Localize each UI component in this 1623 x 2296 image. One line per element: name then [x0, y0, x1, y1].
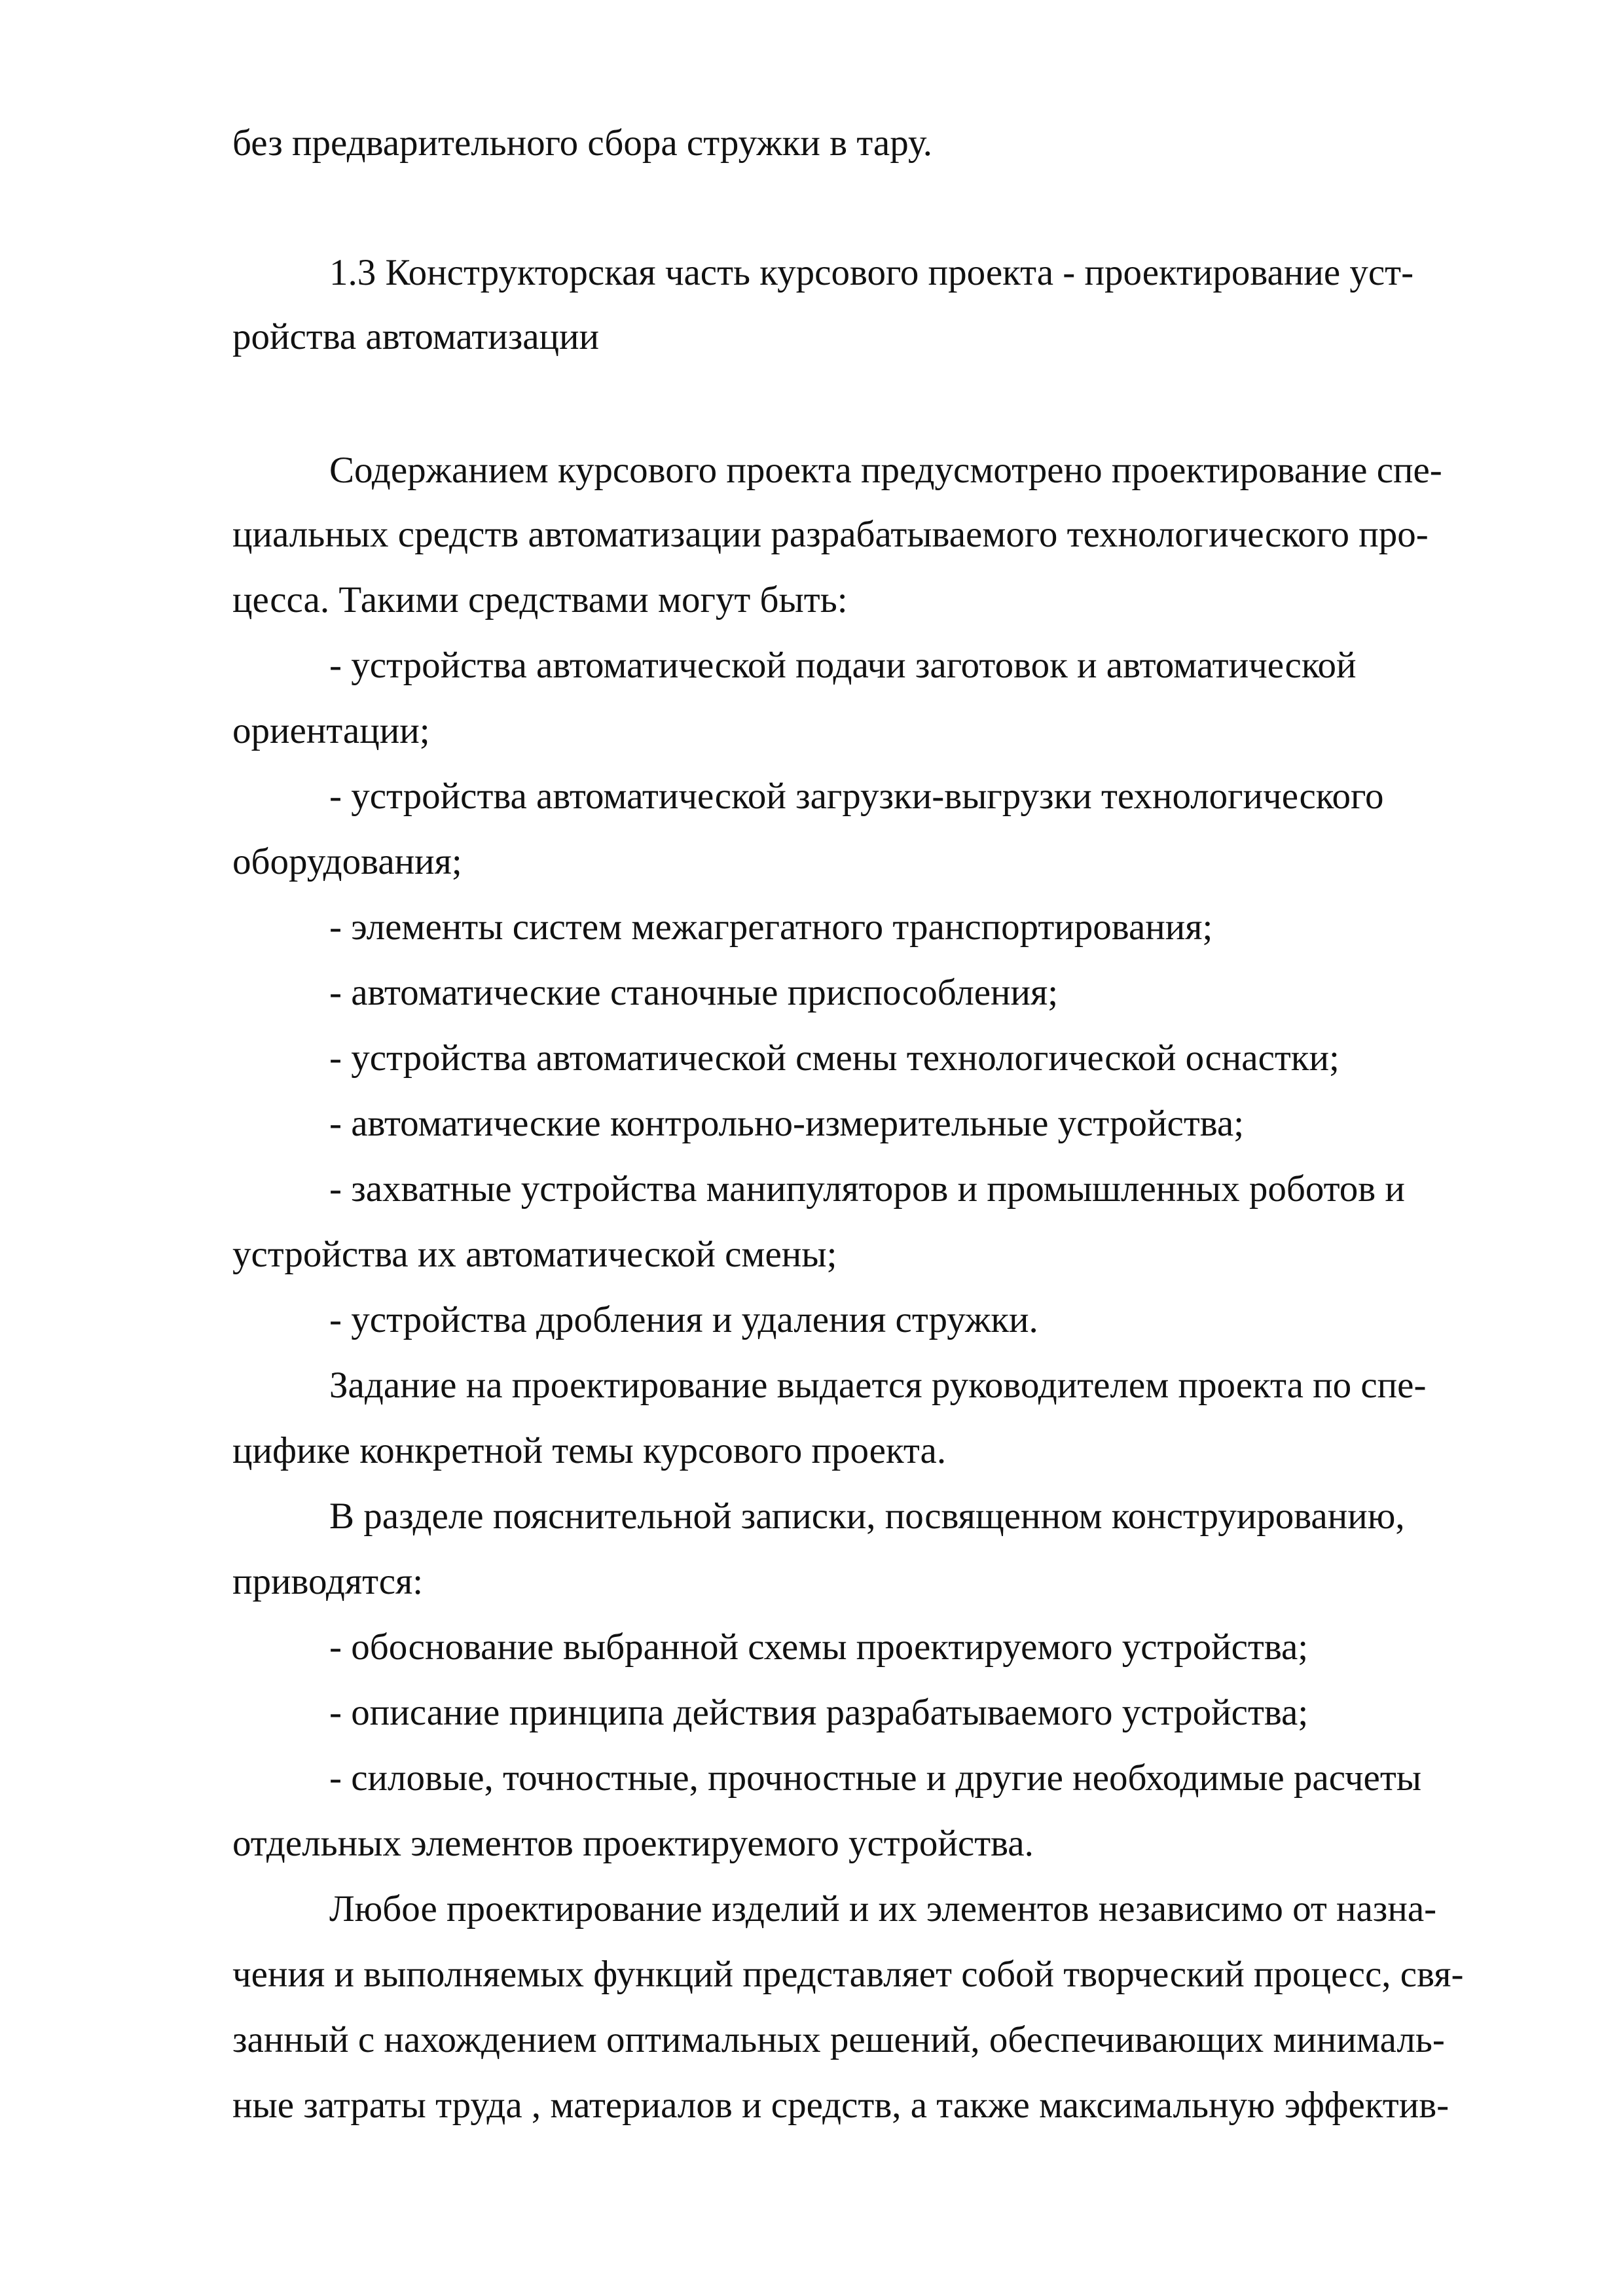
list-item-line: - обоснование выбранной схемы проектируемого устройства; [329, 1626, 1309, 1668]
list-item-line: ориентации; [232, 710, 430, 751]
list-item-line: отдельных элементов проектируемого устройства. [232, 1823, 1034, 1864]
section-heading-line: 1.3 Конструкторская часть курсового проекта - проектирование уст- [329, 252, 1414, 293]
text-line: чения и выполняемых функций представляет собой творческий процесс, свя- [232, 1954, 1464, 1995]
list-item-line: - устройства автоматической подачи заготовок и автоматической [329, 645, 1357, 686]
text-line: цифике конкретной темы курсового проекта. [232, 1430, 947, 1471]
text-line: Любое проектирование изделий и их элементов независимо от назна- [329, 1888, 1437, 1929]
list-item-line: устройства их автоматической смены; [232, 1234, 837, 1275]
list-item-line: - устройства автоматической смены технологической оснастки; [329, 1037, 1340, 1079]
list-item-line: - силовые, точностные, прочностные и другие необходимые расчеты [329, 1757, 1422, 1799]
list-item-line: - автоматические станочные приспособления; [329, 972, 1059, 1013]
text-line: приводятся: [232, 1561, 424, 1602]
text-line: ные затраты труда , материалов и средств, а также максимальную эффектив- [232, 2085, 1450, 2126]
section-heading-line: ройства автоматизации [232, 316, 600, 357]
list-item-line: - устройства автоматической загрузки-выгрузки технологического [329, 776, 1384, 817]
list-item-line: - устройства дробления и удаления стружки. [329, 1299, 1038, 1340]
text-line: цесса. Такими средствами могут быть: [232, 579, 848, 620]
text-line: без предварительного сбора стружки в тару. [232, 122, 933, 164]
text-line: циальных средств автоматизации разрабатываемого технологического про- [232, 514, 1429, 555]
text-line: Задание на проектирование выдается руководителем проекта по спе- [329, 1365, 1427, 1406]
list-item-line: - элементы систем межагрегатного транспортирования; [329, 906, 1213, 948]
text-line: Содержанием курсового проекта предусмотрено проектирование спе- [329, 450, 1442, 491]
list-item-line: - автоматические контрольно-измерительные устройства; [329, 1103, 1245, 1144]
text-line: занный с нахождением оптимальных решений, обеспечивающих минималь- [232, 2019, 1445, 2060]
list-item-line: - захватные устройства манипуляторов и промышленных роботов и [329, 1168, 1405, 1210]
list-item-line: - описание принципа действия разрабатываемого устройства; [329, 1692, 1309, 1733]
text-line: В разделе пояснительной записки, посвященном конструированию, [329, 1496, 1405, 1537]
list-item-line: оборудования; [232, 841, 462, 882]
